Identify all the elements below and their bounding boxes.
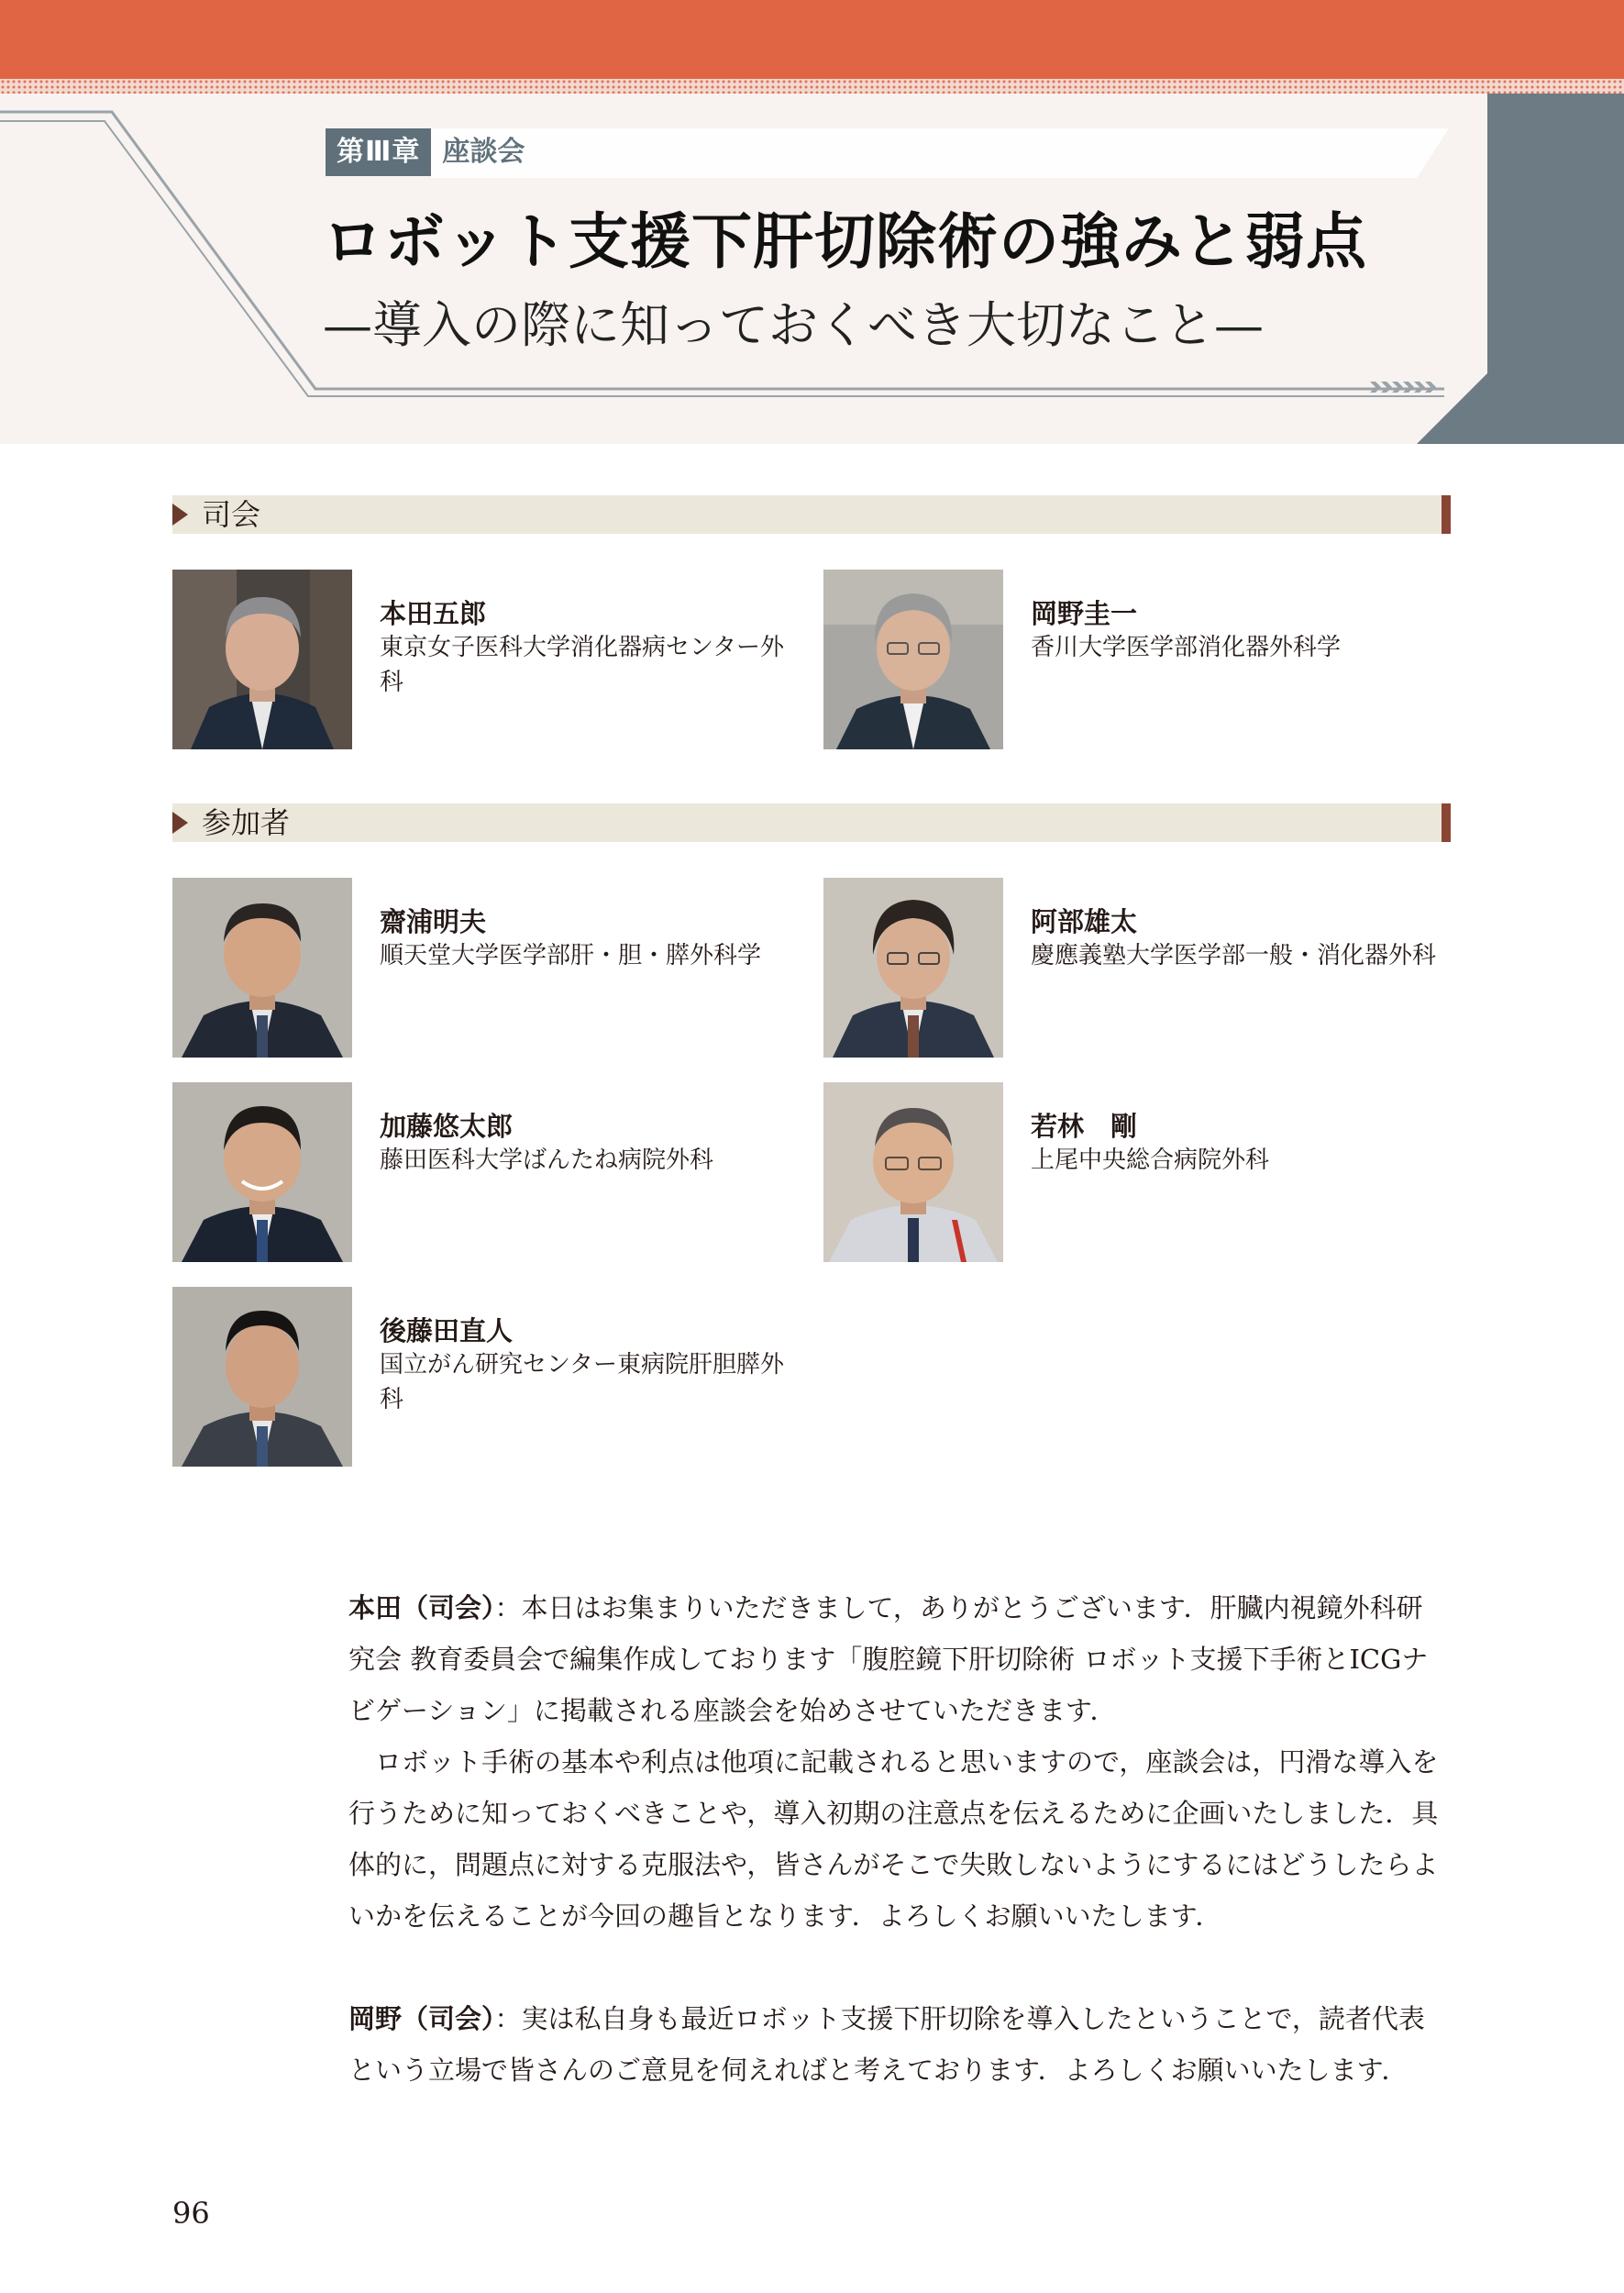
page-subtitle: —導入の際に知っておくべき大切なこと— [323, 296, 1264, 354]
portrait-photo [172, 1082, 352, 1262]
person-name: 後藤田直人 [380, 1315, 514, 1346]
person-affiliation: 東京女子医科大学消化器病センター外科 [380, 634, 784, 696]
moderator-card [172, 570, 805, 749]
section-end-mark [1442, 803, 1451, 842]
portrait-photo [172, 878, 352, 1058]
section-end-mark [1442, 495, 1451, 534]
person-name: 加藤悠太郎 [380, 1111, 514, 1142]
chevron-arrows-icon [1370, 382, 1436, 393]
person-affiliation: 順天堂大学医学部肝・胆・膵外科学 [380, 942, 762, 969]
page-number: 96 [172, 2196, 210, 2231]
body-paragraph [348, 1993, 1449, 2096]
section-header-moderators [172, 495, 1451, 534]
speaker-label: 本田（司会） [348, 1592, 495, 1623]
portrait-photo [172, 570, 352, 749]
chapter-number: 第Ⅲ章 [326, 128, 431, 176]
person-affiliation: 香川大学医学部消化器外科学 [1031, 634, 1342, 661]
person-name: 岡野圭一 [1031, 598, 1138, 629]
portrait-photo [823, 570, 1003, 749]
speaker-label: 岡野（司会） [348, 2003, 495, 2034]
person-name: 阿部雄太 [1031, 906, 1138, 937]
paragraph-text: ロボット手術の基本や利点は他項に記載されると思いますので，座談会は，円滑な導入を行うために知っておくべきことや，導入初期の注意点を伝えるために企画いたしました．具体的に，問題点に対する克服法や，皆さんがそこで失敗しないようにするにはどうしたらよいかを伝えることが今回の趣旨となります．よろしくお願いいたします． [348, 1746, 1439, 1932]
body-paragraph [348, 1736, 1449, 1942]
person-name: 若林 剛 [1031, 1111, 1138, 1142]
section-label: 参加者 [202, 805, 291, 840]
participant-card [172, 1287, 805, 1467]
person-affiliation: 藤田医科大学ばんたね病院外科 [380, 1146, 714, 1174]
moderator-card [823, 570, 1456, 749]
participant-card [172, 1082, 805, 1262]
chapter-tag [326, 128, 536, 176]
triangle-bullet-icon [172, 504, 188, 526]
triangle-bullet-icon [172, 812, 188, 834]
paragraph-text: ：実は私自身も最近ロボット支援下肝切除を導入したということで，読者代表という立場で皆さんのご意見を伺えればと考えております．よろしくお願いいたします． [348, 2003, 1425, 2086]
portrait-photo [172, 1287, 352, 1467]
portrait-photo [823, 878, 1003, 1058]
person-affiliation: 慶應義塾大学医学部一般・消化器外科 [1031, 942, 1437, 969]
person-affiliation: 上尾中央総合病院外科 [1031, 1146, 1270, 1174]
top-color-band [0, 0, 1624, 79]
body-text [348, 1582, 1449, 2096]
portrait-photo [823, 1082, 1003, 1262]
section-header-participants [172, 803, 1451, 842]
chapter-name: 座談会 [442, 136, 525, 168]
person-affiliation: 国立がん研究センター東病院肝胆膵外科 [380, 1351, 784, 1413]
person-name: 本田五郎 [380, 598, 487, 629]
slate-block [1417, 94, 1624, 444]
participant-card [823, 1082, 1456, 1262]
person-name: 齋浦明夫 [380, 906, 487, 937]
participant-card [823, 878, 1456, 1058]
banner-shape [431, 128, 1449, 178]
participant-card [172, 878, 805, 1058]
page-title: ロボット支援下肝切除術の強みと弱点 [323, 205, 1367, 277]
body-paragraph [348, 1582, 1449, 1736]
section-label: 司会 [202, 497, 261, 532]
paragraph-text: ：本日はお集まりいただきまして，ありがとうございます．肝臓内視鏡外科研究会 教育委員会で編集作成しております「腹腔鏡下肝切除術 ロボット支援下手術とICGナビゲーション」に掲載される座談会を始めさせていただきます． [348, 1592, 1429, 1726]
